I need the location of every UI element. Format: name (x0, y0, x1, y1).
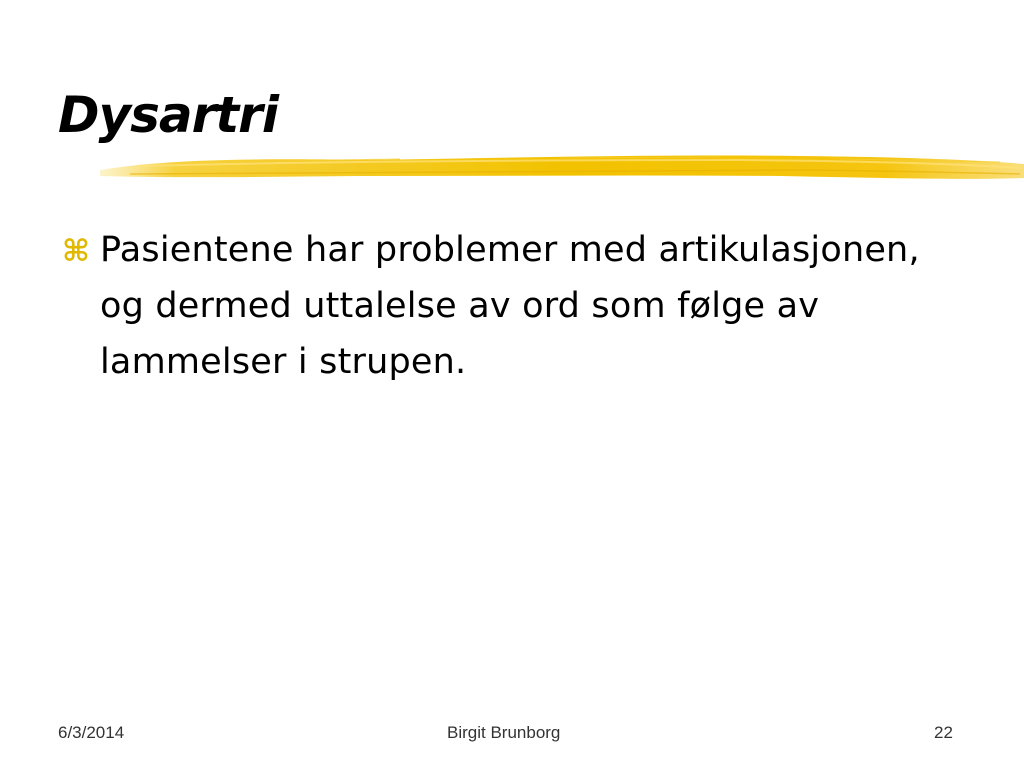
bullet-item (62, 222, 962, 390)
footer-date: 6/3/2014 (58, 723, 125, 742)
slide-title: Dysartri (58, 86, 278, 144)
bullet-text: Pasientene har problemer med artikulasjonen, og dermed uttalelse av ord som følge av lammelser i strupen. (100, 230, 920, 382)
footer-page-number: 22 (934, 723, 953, 742)
command-key-icon: ⌘ (62, 234, 90, 269)
footer-author: Birgit Brunborg (447, 723, 561, 742)
title-underline-brush-stroke (100, 148, 1024, 188)
